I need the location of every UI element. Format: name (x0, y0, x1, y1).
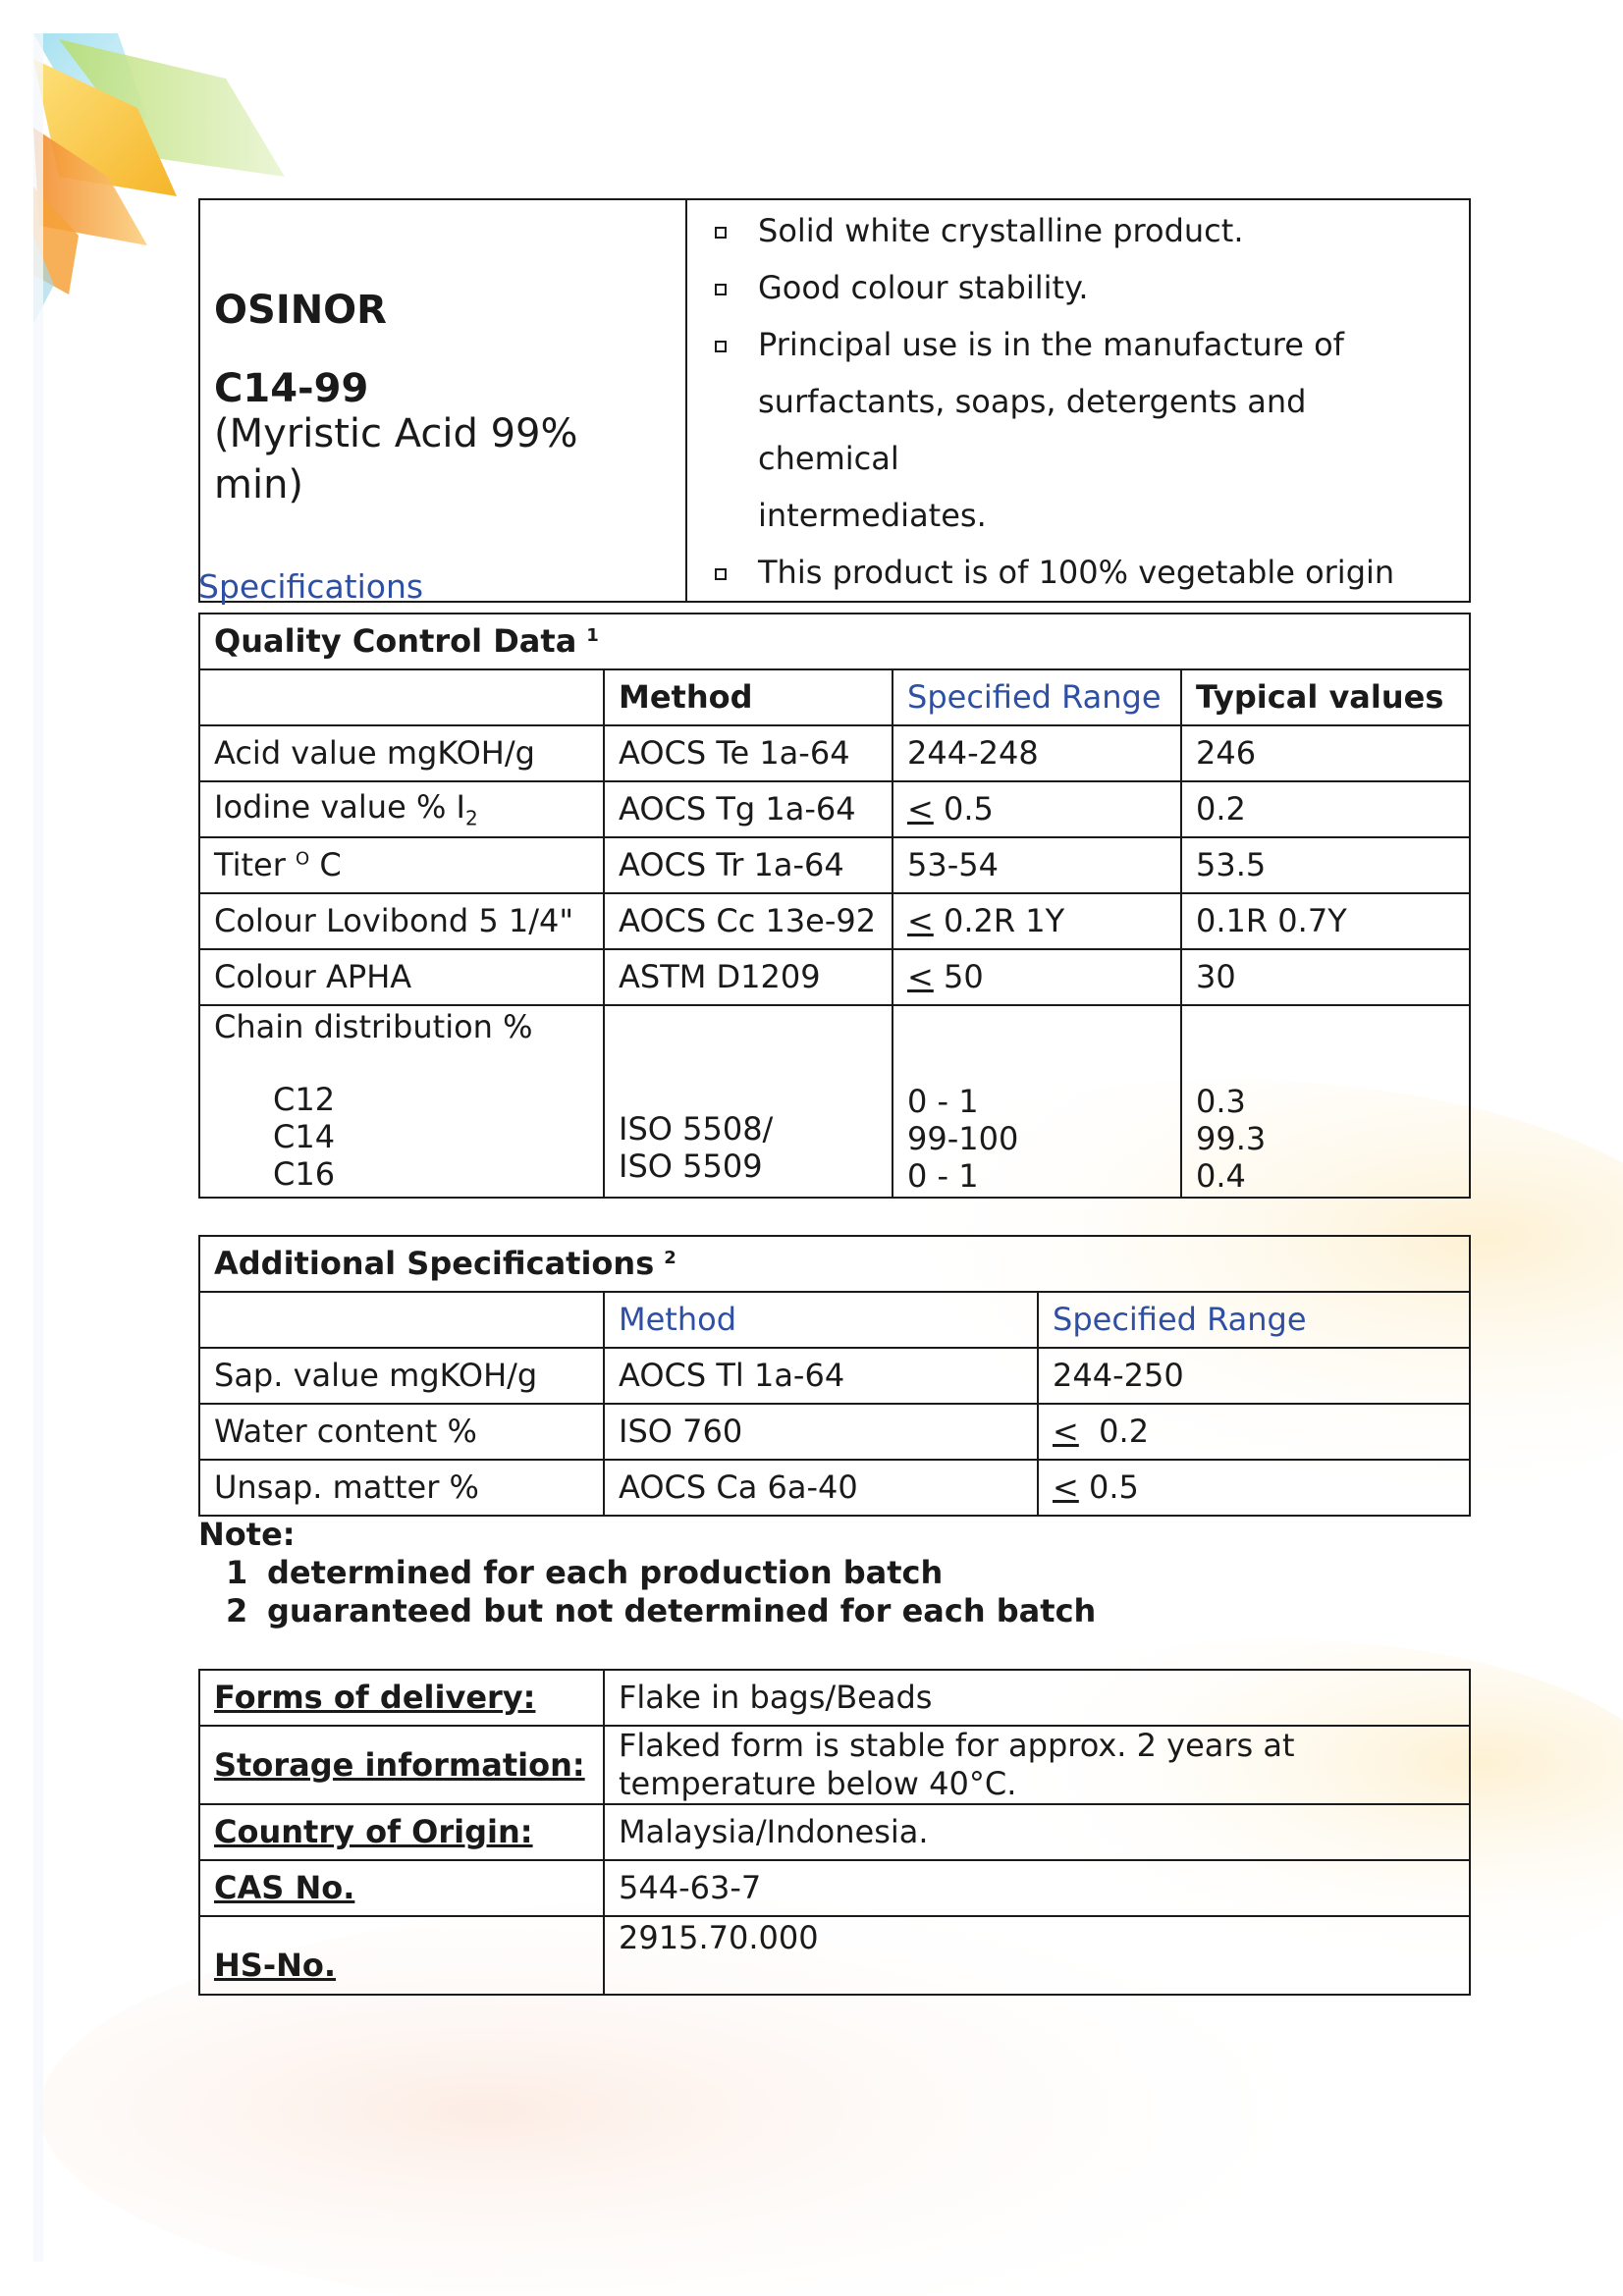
table-row (199, 1916, 1470, 1995)
method-cell: AOCS Tg 1a-64 (604, 781, 893, 837)
typical-cell: 0.2 (1181, 781, 1470, 837)
table-row (199, 1860, 1470, 1916)
product-info-table (198, 1669, 1471, 1996)
range-cell: < 0.5 (1038, 1460, 1470, 1516)
parameter-cell: Sap. value mgKOH/g (199, 1348, 604, 1404)
footnote-ref: 1 (586, 624, 599, 646)
typical-cell: 246 (1181, 725, 1470, 781)
table-row (199, 1726, 1470, 1804)
feature-item: Principal use is in the manufacture of (707, 316, 1455, 373)
method-cell: AOCS Tl 1a-64 (604, 1348, 1038, 1404)
additional-title: Additional Specifications (214, 1245, 655, 1283)
info-value: 544-63-7 (604, 1860, 1470, 1916)
feature-item: Good colour stability. (707, 259, 1455, 316)
info-label: Country of Origin: (199, 1804, 604, 1860)
method-cell: ISO 760 (604, 1404, 1038, 1460)
parameter-cell: Colour APHA (199, 949, 604, 1005)
parameter-cell: Acid value mgKOH/g (199, 725, 604, 781)
table-title-row (199, 1236, 1470, 1292)
info-value: Flake in bags/Beads (604, 1670, 1470, 1726)
additional-specifications-table (198, 1235, 1471, 1517)
info-value: Malaysia/Indonesia. (604, 1804, 1470, 1860)
quality-control-table (198, 613, 1471, 1199)
product-description: (Myristic Acid 99% min) (214, 411, 578, 507)
table-title-row (199, 614, 1470, 669)
info-label: Storage information: (199, 1726, 604, 1804)
note-block (198, 1516, 1096, 1630)
parameter-cell: Water content % (199, 1404, 604, 1460)
column-header-typical: Typical values (1181, 669, 1470, 725)
table-row (199, 893, 1470, 949)
product-features-cell (686, 199, 1470, 602)
info-label: HS-No. (199, 1916, 604, 1995)
specifications-heading: Specifications (198, 567, 424, 606)
range-cell: 244-248 (893, 725, 1181, 781)
table-row (199, 725, 1470, 781)
feature-item: Solid white crystalline product. (707, 202, 1455, 259)
feature-item-continued: intermediates. (758, 497, 987, 534)
column-header-range: Specified Range (1038, 1292, 1470, 1348)
brand-name: OSINOR (214, 288, 387, 333)
method-cell: AOCS Tr 1a-64 (604, 837, 893, 893)
checkbox-bullet-icon (715, 227, 727, 239)
range-cell: 53-54 (893, 837, 1181, 893)
typical-cell: 0.1R 0.7Y (1181, 893, 1470, 949)
range-cell: < 0.2 (1038, 1404, 1470, 1460)
parameter-cell: Colour Lovibond 5 1/4" (199, 893, 604, 949)
method-cell: AOCS Ca 6a-40 (604, 1460, 1038, 1516)
table-header-row (199, 1292, 1470, 1348)
product-code: C14-99 (214, 366, 369, 411)
note-item: 2 guaranteed but not determined for each batch (226, 1592, 1097, 1629)
chain-label-cell: Chain distribution % C12 C14 C16 (199, 1005, 604, 1198)
feature-item-continued: surfactants, soaps, detergents and chemical (758, 383, 1307, 477)
product-name-cell (199, 199, 686, 602)
range-cell: < 0.2R 1Y (893, 893, 1181, 949)
chain-distribution-row (199, 1005, 1470, 1198)
feature-list (701, 202, 1455, 601)
quality-control-title: Quality Control Data (214, 622, 577, 661)
info-label: Forms of delivery: (199, 1670, 604, 1726)
table-row (199, 949, 1470, 1005)
table-row (199, 837, 1470, 893)
chain-typical-cell: 0.3 99.3 0.4 (1181, 1005, 1470, 1198)
table-row (199, 1804, 1470, 1860)
range-cell: < 0.5 (893, 781, 1181, 837)
column-header-method: Method (604, 1292, 1038, 1348)
note-label: Note: (198, 1516, 296, 1553)
checkbox-bullet-icon (715, 568, 727, 580)
range-cell: < 50 (893, 949, 1181, 1005)
chain-range-cell: 0 - 1 99-100 0 - 1 (893, 1005, 1181, 1198)
note-item: 1 determined for each production batch (226, 1554, 944, 1591)
chain-method-cell: ISO 5508/ ISO 5509 (604, 1005, 893, 1198)
product-header-table (198, 198, 1471, 603)
info-value: Flaked form is stable for approx. 2 years at temperature below 40°C. (604, 1726, 1470, 1804)
parameter-cell: Titer $^O$ C (199, 837, 604, 893)
feature-item: This product is of 100% vegetable origin (707, 544, 1455, 601)
info-value: 2915.70.000 (604, 1916, 1470, 1995)
table-row (199, 781, 1470, 837)
column-header-method: Method (604, 669, 893, 725)
info-label: CAS No. (199, 1860, 604, 1916)
checkbox-bullet-icon (715, 341, 727, 352)
table-row (199, 1348, 1470, 1404)
column-header-range: Specified Range (893, 669, 1181, 725)
footnote-ref: 2 (664, 1247, 676, 1268)
checkbox-bullet-icon (715, 284, 727, 295)
parameter-cell: Iodine value % $I_2$ (199, 781, 604, 837)
typical-cell: 53.5 (1181, 837, 1470, 893)
method-cell: AOCS Cc 13e-92 (604, 893, 893, 949)
table-row (199, 1404, 1470, 1460)
table-row (199, 1460, 1470, 1516)
method-cell: AOCS Te 1a-64 (604, 725, 893, 781)
method-cell: ASTM D1209 (604, 949, 893, 1005)
table-header-row (199, 669, 1470, 725)
range-cell: 244-250 (1038, 1348, 1470, 1404)
table-row (199, 1670, 1470, 1726)
typical-cell: 30 (1181, 949, 1470, 1005)
parameter-cell: Unsap. matter % (199, 1460, 604, 1516)
